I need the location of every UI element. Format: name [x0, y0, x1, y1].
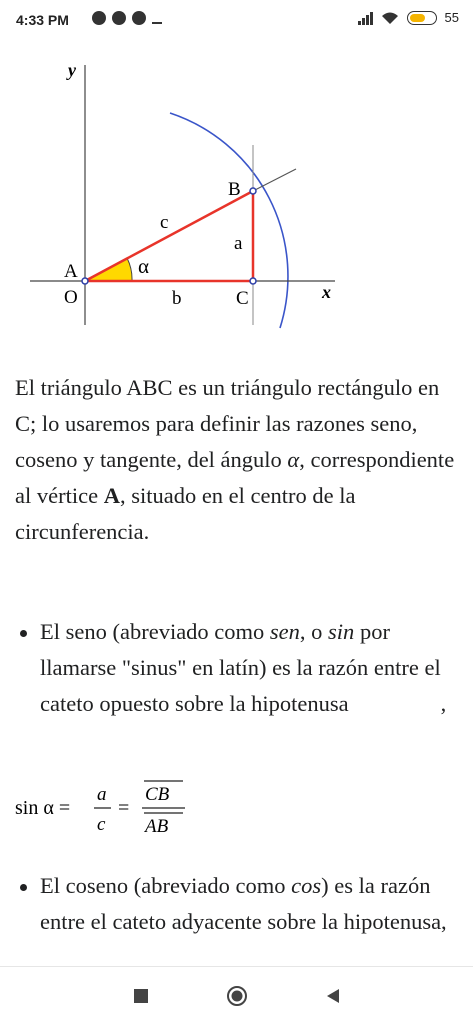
formula-lhs: sin α = — [15, 797, 71, 819]
label-vertex-c: C — [236, 288, 249, 309]
facebook-icon — [92, 11, 106, 25]
intro-paragraph — [15, 370, 455, 550]
label-side-b: b — [172, 288, 182, 309]
formula-den1: c — [97, 814, 106, 835]
notification-icons — [92, 11, 162, 25]
download-icon — [152, 12, 162, 24]
label-x: x — [322, 282, 331, 302]
sine-text-1: El seno (abreviado como — [40, 619, 270, 644]
formula-num1: a — [97, 784, 107, 805]
sin-abbrev: sin — [328, 619, 355, 644]
cosine-text-2: ) es la razón entre el cateto adyacente sobre la hipotenusa, — [40, 873, 447, 934]
sine-comma: , — [440, 691, 447, 716]
back-button[interactable] — [322, 985, 344, 1007]
home-button[interactable] — [226, 985, 248, 1007]
sine-text-3: por llamarse "sinus" en latín) es la razón entre el cateto opuesto sobre la hipotenusa — [40, 619, 441, 716]
chrome-icon — [132, 11, 146, 25]
vertex-a-bold: A — [103, 483, 120, 508]
cosine-text-1: El coseno (abreviado como — [40, 873, 292, 898]
label-side-a: a — [234, 233, 243, 254]
point-c — [250, 278, 256, 284]
formula-num2: CB — [145, 784, 170, 805]
status-bar — [0, 0, 473, 40]
label-vertex-a: A — [64, 261, 78, 282]
circle-arc — [170, 113, 288, 328]
label-origin-o: O — [64, 287, 78, 308]
status-time: 4:33 PM — [16, 12, 69, 28]
sine-formula — [15, 778, 215, 838]
point-b — [250, 188, 256, 194]
cos-abbrev: cos — [291, 873, 322, 898]
point-a — [82, 278, 88, 284]
list-item-cosine — [40, 868, 460, 940]
recents-button[interactable] — [130, 985, 152, 1007]
sine-text-2: , o — [299, 619, 329, 644]
list-item-sine — [40, 614, 460, 722]
square-icon — [134, 989, 148, 1003]
label-side-c: c — [160, 212, 169, 233]
triangle-diagram — [0, 40, 473, 340]
wifi-icon — [381, 12, 399, 24]
signal-icon — [358, 11, 373, 25]
formula-eq: = — [118, 797, 130, 819]
intro-text-3: , situado en el centro de la circunferencia. — [15, 483, 356, 544]
triangle-abc — [85, 191, 253, 281]
intro-text-1: El triángulo ABC es un triángulo rectángulo en C; lo usaremos para definir las razones seno, coseno y tangente, del ángulo — [15, 375, 440, 472]
label-y: y — [68, 60, 76, 80]
intro-text-2: , correspondiente al vértice — [15, 447, 455, 508]
battery-level: 55 — [444, 10, 459, 25]
back-triangle-icon — [327, 989, 339, 1003]
status-right — [358, 10, 459, 25]
label-vertex-b: B — [228, 179, 241, 200]
sen-abbrev: sen — [269, 619, 300, 644]
chrome-icon — [112, 11, 126, 25]
alpha-symbol: α — [287, 447, 300, 472]
battery-icon — [407, 11, 437, 25]
formula-den2: AB — [145, 816, 169, 837]
navigation-bar — [0, 967, 473, 1024]
label-alpha: α — [138, 254, 150, 278]
